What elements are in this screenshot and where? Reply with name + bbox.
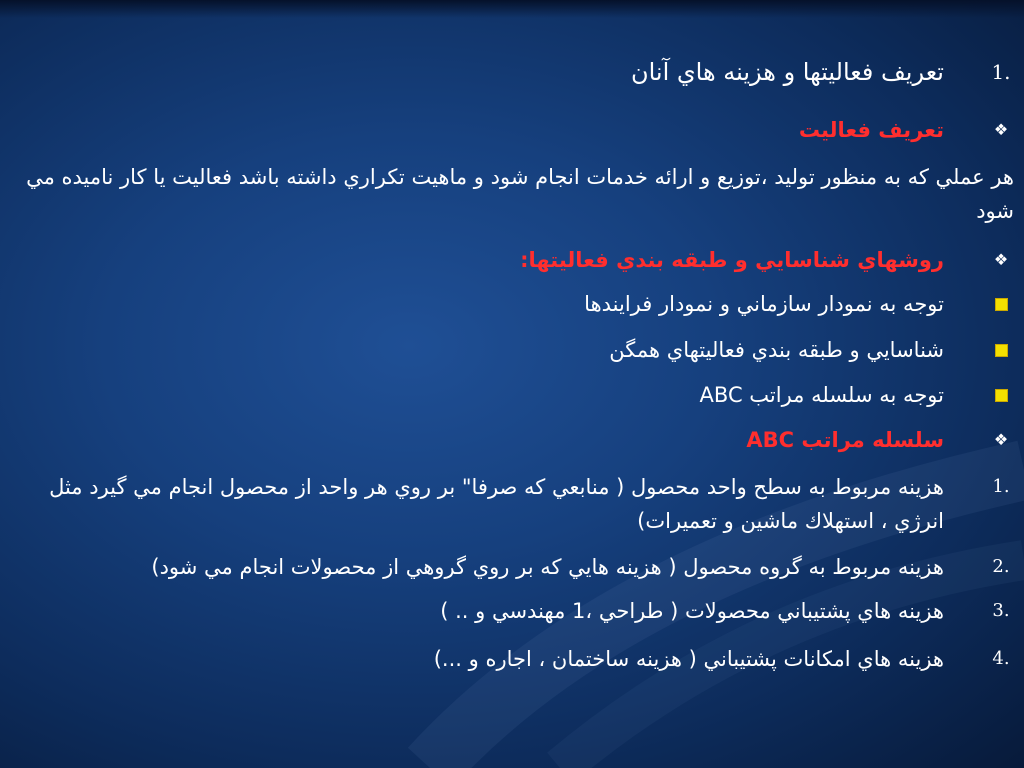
section-heading-row [0,418,1024,462]
list-item [0,373,1024,417]
list-item-text: توجه به سلسله مراتب ABC [699,383,944,407]
section-heading: سلسله مراتب ABC [746,428,944,452]
item-text: هزينه مربوط به سطح واحد محصول ( منابعي كه صرفا" بر روي هر واحد از محصول انجام مي گيرد مثل انرژي ، استهلاك ماشين و تعميرات) [49,475,944,533]
list-item [0,328,1024,372]
diamond-bullet-icon: ❖ [993,120,1009,139]
definition-paragraph: هر عملي كه به منظور توليد ،توزيع و ارائه خدمات انجام شود و ماهيت تكراري داشته باشد فعاليت يا كار ناميده مي شود [26,165,1014,223]
list-item [0,282,1024,326]
list-item-text: توجه به نمودار سازماني و نمودار فرايندها [584,292,944,316]
square-bullet-icon [986,282,1016,326]
square-bullet-icon [986,373,1016,417]
item-number: 1. [992,476,1010,497]
title-number: 1. [991,60,1011,84]
item-text: هزينه هاي امكانات پشتيباني ( هزينه ساختمان ، اجاره و ...) [433,647,944,671]
item-number: 2. [992,556,1010,577]
section-heading-row [0,108,1024,152]
section-heading: تعريف فعاليت [798,118,944,142]
item-text: هزينه هاي پشتيباني محصولات ( طراحي ،1 مهندسي و .. ) [440,599,944,623]
item-number: 3. [992,600,1010,621]
section-heading-row [0,238,1024,282]
diamond-bullet-icon: ❖ [993,430,1009,449]
square-bullet-icon [986,328,1016,372]
item-number: 4. [992,648,1010,669]
section-heading: روشهاي شناسايي و طبقه بندي فعاليتها: [520,248,944,272]
item-text: هزينه مربوط به گروه محصول ( هزينه هايي كه بر روي گروهي از محصولات انجام مي شود) [151,555,944,579]
diamond-bullet-icon: ❖ [993,250,1009,269]
slide-title-row [0,50,1024,94]
slide-title: تعريف فعاليتها و هزينه هاي آنان [630,58,944,86]
list-item-text: شناسايي و طبقه بندي فعاليتهاي همگن [609,338,944,362]
